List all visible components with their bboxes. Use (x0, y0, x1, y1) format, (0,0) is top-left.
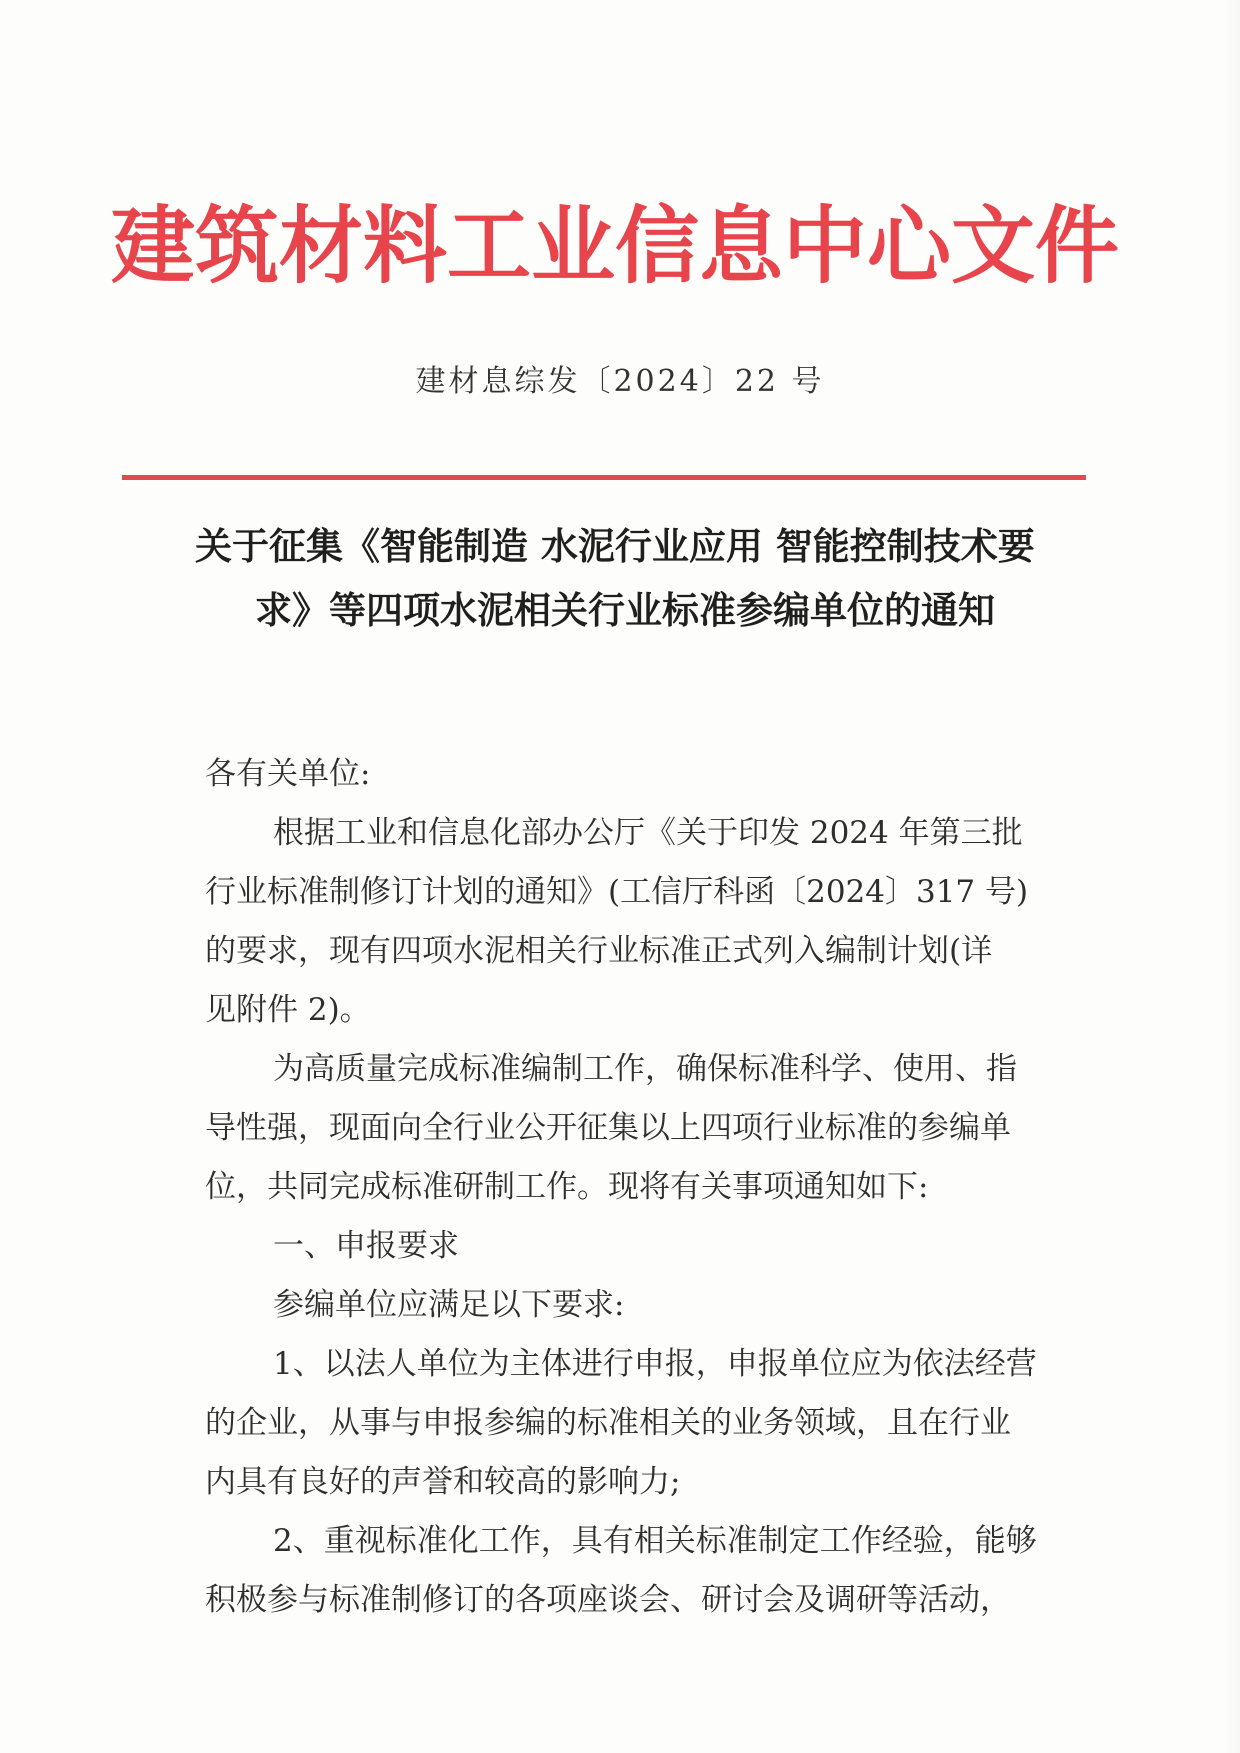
notice-body (205, 745, 1085, 1630)
document-number: 建材息综发〔2024〕22 号 (415, 364, 825, 399)
requirement-2-line: 2、重视标准化工作，具有相关标准制定工作经验，能够 (273, 1523, 1037, 1559)
section-heading: 一、申报要求 (273, 1228, 459, 1264)
notice-title-line: 关于征集《智能制造 水泥行业应用 智能控制技术要 (195, 525, 1035, 568)
paragraph-2-line: 位，共同完成标准研制工作。现将有关事项通知如下: (205, 1169, 929, 1205)
paragraph-2-line: 导性强，现面向全行业公开征集以上四项行业标准的参编单 (205, 1110, 1011, 1146)
requirement-2-line: 积极参与标准制修订的各项座谈会、研讨会及调研等活动， (205, 1582, 1011, 1618)
paragraph-1-line: 见附件 2)。 (205, 992, 371, 1028)
notice-title-line: 求》等四项水泥相关行业标准参编单位的通知 (255, 589, 995, 632)
paragraph-1-line: 根据工业和信息化部办公厅《关于印发 2024 年第三批 (273, 815, 1023, 851)
masthead-title: 建筑材料工业信息中心文件 (110, 197, 1119, 295)
requirement-1-line: 1、以法人单位为主体进行申报，申报单位应为依法经营 (273, 1346, 1037, 1382)
requirement-1-line: 的企业，从事与申报参编的标准相关的业务领域，且在行业 (205, 1405, 1011, 1441)
paragraph-2-line: 为高质量完成标准编制工作，确保标准科学、使用、指 (273, 1051, 1017, 1087)
requirement-1-line: 内具有良好的声誉和较高的影响力; (205, 1464, 681, 1500)
salutation: 各有关单位: (205, 756, 371, 792)
paragraph-1-line: 的要求，现有四项水泥相关行业标准正式列入编制计划(详 (205, 933, 993, 969)
red-divider (122, 475, 1086, 480)
scan-edge-shadow (1224, 0, 1240, 1753)
notice-title (195, 515, 1085, 643)
requirements-intro: 参编单位应满足以下要求: (273, 1287, 625, 1323)
paragraph-1-line: 行业标准制修订计划的通知》(工信厅科函〔2024〕317 号) (205, 874, 1029, 910)
